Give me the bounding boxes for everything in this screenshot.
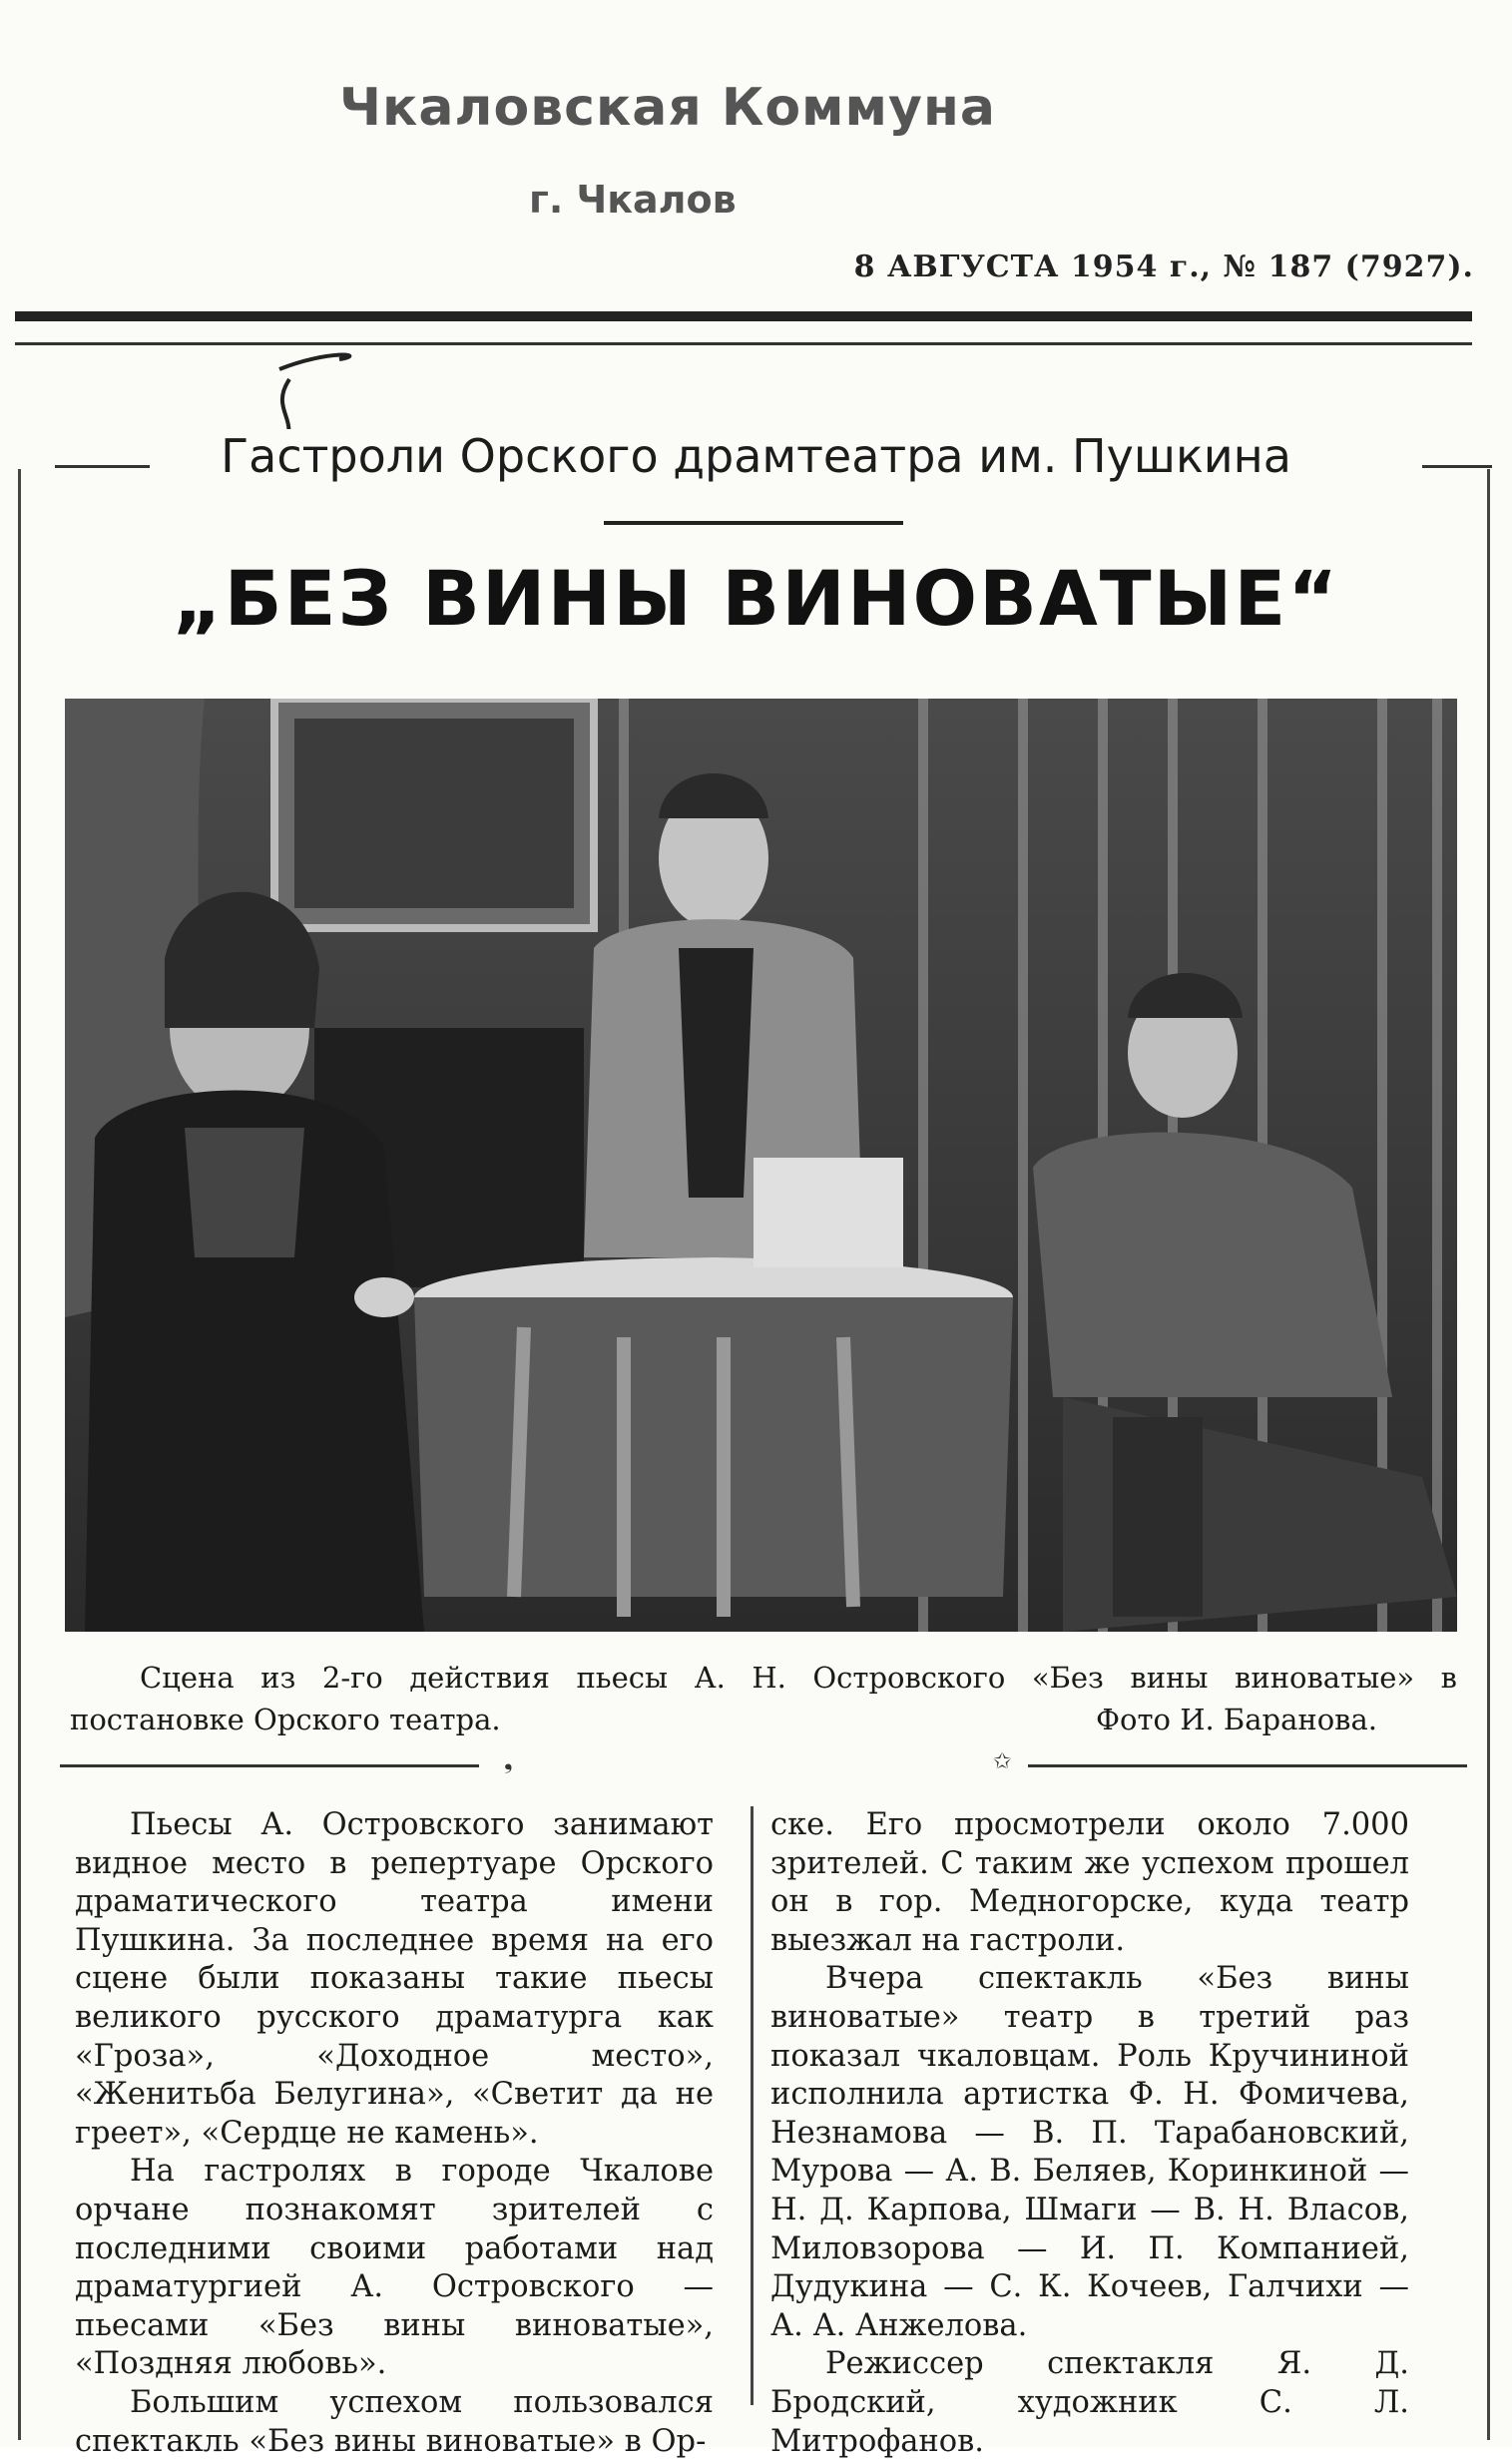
article-column-left bbox=[75, 1806, 714, 2461]
caption-line-2: постановке Орского театра. bbox=[70, 1703, 501, 1736]
paragraph: ске. Его просмотрели около 7.000 зрителей. С таким же успехом прошел он в гор. Медногорске, куда театр выезжал на гастроли. bbox=[770, 1807, 1409, 1958]
top-rule-thin bbox=[15, 342, 1472, 345]
photo-caption bbox=[70, 1657, 1457, 1740]
photo-credit: Фото И. Баранова. bbox=[1095, 1703, 1377, 1736]
top-rule bbox=[15, 311, 1472, 321]
issue-dateline: 8 АВГУСТА 1954 г., № 187 (7927). bbox=[853, 249, 1474, 284]
paragraph: Вчера спектакль «Без вины виноватые» театр в третий раз показал чкаловцам. Роль Кручининой исполнила артистка Ф. Н. Фомичева, Незнамова — В. П. Тарабановский, Мурова — А. В. Беляев, Коринкиной — Н. Д. Карпова, Шмаги — В. Н. Власов, Миловзорова — И. П. Компанией, Дудукина — С. К. Кочеев, Галчихи — А. А. Анжелова. bbox=[770, 1961, 1409, 2343]
separator-right bbox=[1028, 1764, 1467, 1767]
newspaper-city: г. Чкалов bbox=[529, 178, 737, 222]
headline-rule bbox=[604, 521, 903, 525]
separator-left bbox=[60, 1764, 479, 1767]
article-kicker: Гастроли Орского драмтеатра им. Пушкина bbox=[0, 429, 1512, 483]
ornament-icon: ❟ bbox=[504, 1749, 513, 1774]
theatre-scene-photo bbox=[65, 699, 1457, 1632]
photo-illustration bbox=[65, 699, 1457, 1632]
newspaper-title: Чкаловская Коммуна bbox=[339, 78, 996, 138]
paragraph: На гастролях в городе Чкалове орчане познакомят зрителей с последними своими работами над драматургией А. Островского — пьесами «Без вины виноватые», «Поздняя любовь». bbox=[75, 2154, 714, 2382]
paragraph: Режиссер спектакля Я. Д. Бродский, художник С. Л. Митрофанов. bbox=[770, 2346, 1409, 2459]
column-divider bbox=[751, 1806, 754, 2405]
ornament-star-icon: ✩ bbox=[993, 1749, 1012, 1774]
caption-line-1: Сцена из 2-го действия пьесы А. Н. Островского «Без вины виноватые» в bbox=[140, 1661, 1457, 1695]
article-headline: „БЕЗ ВИНЫ ВИНОВАТЫЕ“ bbox=[172, 554, 1340, 643]
paragraph: Большим успехом пользовался спектакль «Без вины виноватые» в Ор- bbox=[75, 2384, 714, 2459]
article-column-right bbox=[770, 1806, 1409, 2461]
paragraph: Пьесы А. Островского занимают видное место в репертуаре Орского драматического театра имени Пушкина. За последнее время на его сцене были показаны такие пьесы великого русского драматурга как «Гроза», «Доходное место», «Женитьба Белугина», «Светит да не греет», «Сердце не камень». bbox=[75, 1807, 714, 2151]
